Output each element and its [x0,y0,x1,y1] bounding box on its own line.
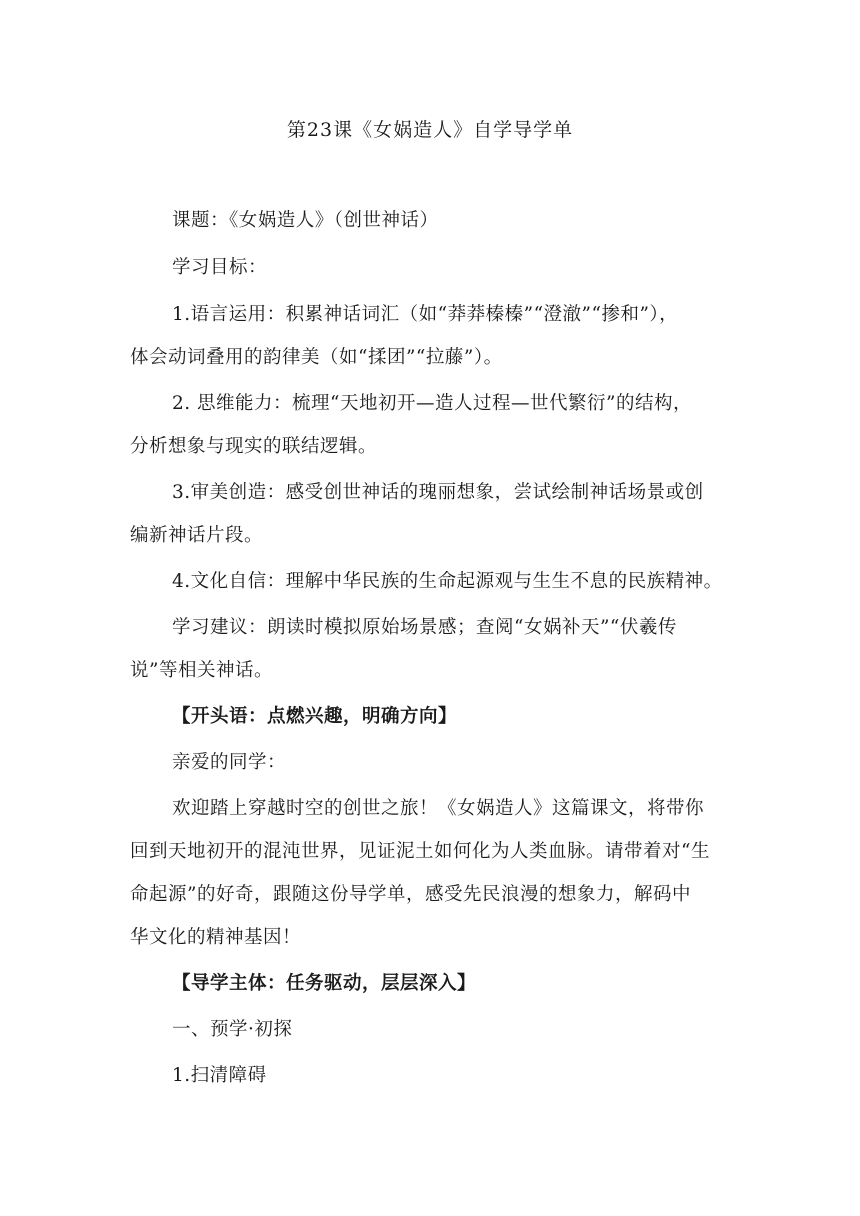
welcome-line-1: 欢迎踏上穿越时空的创世之旅！《女娲造人》这篇课文，将带你 [172,798,705,819]
objective-4: 4.文化自信：理解中华民族的生命起源观与生生不息的民族精神。 [172,571,723,592]
section-1-heading: 一、预学·初探 [172,1019,293,1040]
suggestion-line-2: 说”等相关神话。 [130,660,273,681]
objective-2-line-1: 2. 思维能力：梳理“天地初开—造人过程—世代繁衍”的结构， [172,393,692,414]
subject-line: 课题：《女娲造人》（创世神话） [172,210,439,231]
objectives-heading: 学习目标： [172,257,268,278]
main-heading: 【导学主体：任务驱动，层层深入】 [172,973,477,994]
objective-3-line-2: 编新神话片段。 [130,525,264,546]
suggestion-line-1: 学习建议：朗读时模拟原始场景感；查阅“女娲补天”“伏羲传 [172,617,677,638]
objective-2-line-2: 分析想象与现实的联结逻辑。 [130,436,378,457]
welcome-line-4: 华文化的精神基因！ [130,927,302,948]
opening-heading: 【开头语：点燃兴趣，明确方向】 [172,706,458,727]
objective-1-line-1: 1.语言运用：积累神话词汇（如“莽莽榛榛”“澄澈”“掺和”）， [172,304,679,325]
objective-1-line-2: 体会动词叠用的韵律美（如“揉团”“拉藤”）。 [130,347,503,368]
welcome-line-2: 回到天地初开的混沌世界，见证泥土如何化为人类血脉。请带着对“生 [130,841,710,862]
page-title: 第23课《女娲造人》自学导学单 [286,119,574,141]
objective-3-line-1: 3.审美创造：感受创世神话的瑰丽想象，尝试绘制神话场景或创 [172,482,704,503]
greeting: 亲爱的同学： [172,752,287,773]
welcome-line-3: 命起源”的好奇，跟随这份导学单，感受先民浪漫的想象力，解码中 [130,884,691,905]
subsection-1-heading: 1.扫清障碍 [172,1065,267,1086]
